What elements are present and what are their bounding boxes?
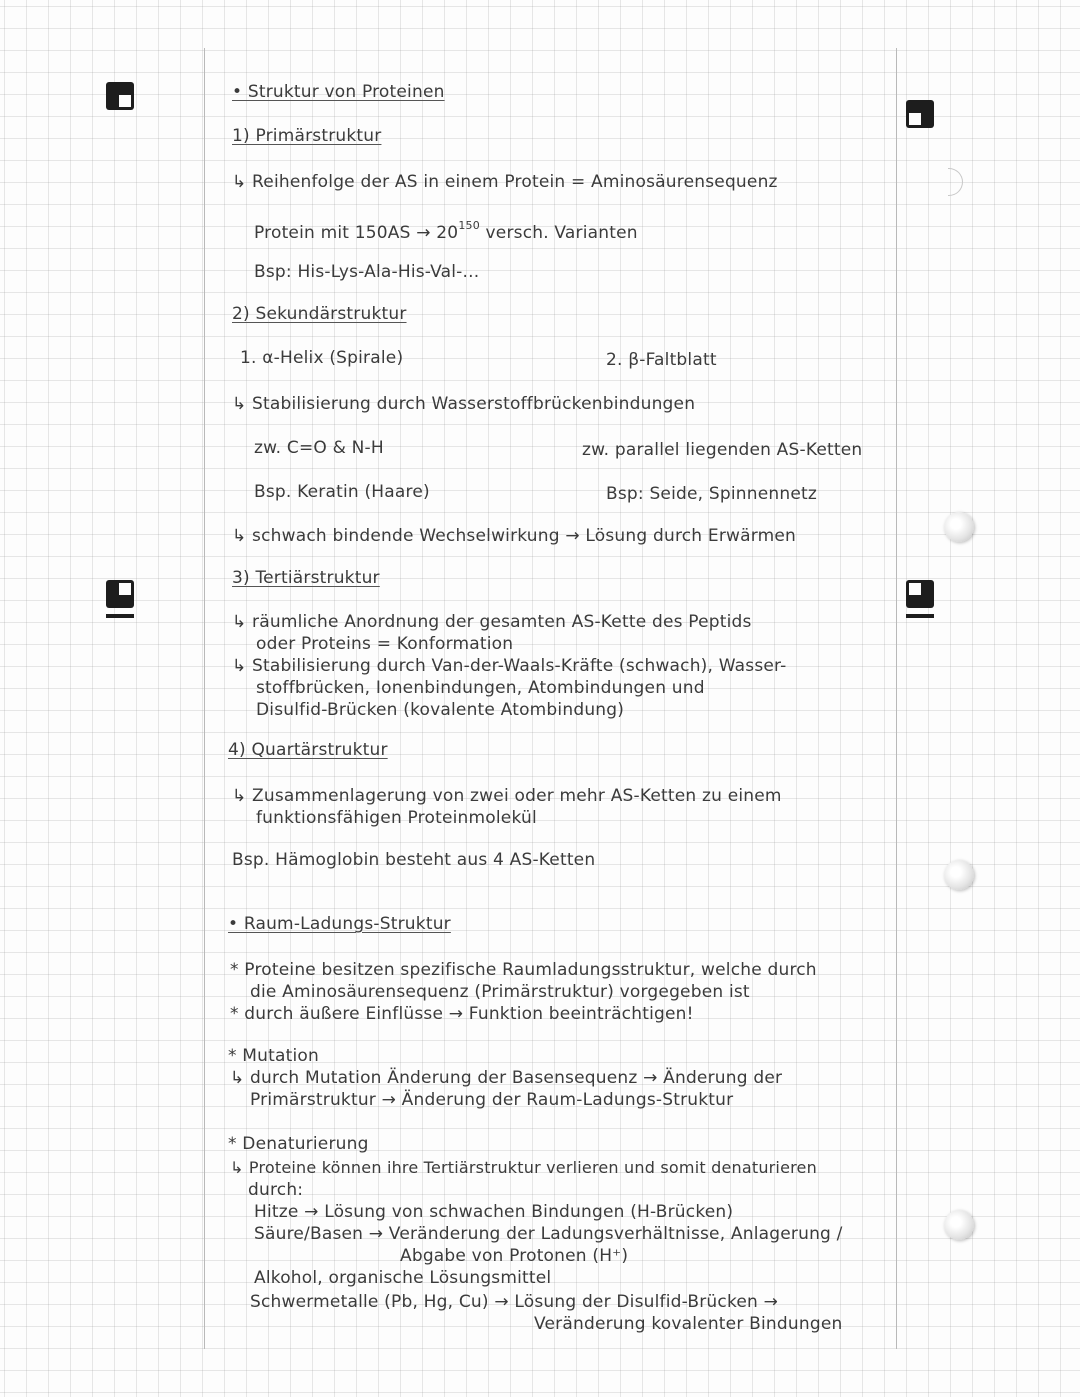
corner-marker-bottom-right-icon <box>906 580 934 608</box>
tertiaer-line-2: oder Proteins = Konformation <box>256 634 514 654</box>
tertiaer-line-3: ↳ Stabilisierung durch Van-der-Waals-Kräfte (schwach), Wasser- <box>232 656 787 676</box>
corner-marker-bottom-left-icon <box>106 580 134 608</box>
denat-line-6: Alkohol, organische Lösungsmittel <box>254 1268 552 1288</box>
sekundaer-bsp-right: Bsp: Seide, Spinnennetz <box>606 484 817 504</box>
heading-mutation: * Mutation <box>228 1046 319 1066</box>
sekundaer-bsp-left: Bsp. Keratin (Haare) <box>254 482 430 502</box>
primaer-line-2: Protein mit $150AS \to 20^{150}$ versch. Varianten <box>254 219 638 243</box>
sekundaer-schwach: ↳ schwach bindende Wechselwirkung → Lösung durch Erwärmen <box>232 526 797 546</box>
denat-line-3: Hitze → Lösung von schwachen Bindungen (H-Brücken) <box>254 1202 734 1222</box>
raum-line-1: * Proteine besitzen spezifische Raumladungsstruktur, welche durch <box>230 960 817 980</box>
denat-line-4: Säure/Basen → Veränderung der Ladungsverhältnisse, Anlagerung / <box>254 1224 843 1244</box>
corner-marker-top-right-icon <box>906 100 934 128</box>
heading-sekundaerstruktur: 2) Sekundärstruktur <box>232 304 407 324</box>
left-margin-line <box>204 48 205 1349</box>
corner-marker-bar-right-icon <box>906 614 934 618</box>
corner-marker-bar-left-icon <box>106 614 134 618</box>
sekundaer-zw-right: zw. parallel liegenden AS-Ketten <box>582 440 863 460</box>
sekundaer-stabilisierung: ↳ Stabilisierung durch Wasserstoffbrückenbindungen <box>232 394 696 414</box>
raum-line-2: die Aminosäurensequenz (Primärstruktur) vorgegeben ist <box>250 982 750 1002</box>
quartaer-line-1: ↳ Zusammenlagerung von zwei oder mehr AS-Ketten zu einem <box>232 786 782 806</box>
punch-hole-icon <box>944 512 974 542</box>
tertiaer-line-5: Disulfid-Brücken (kovalente Atombindung) <box>256 700 625 720</box>
sekundaer-faltblatt: 2. β-Faltblatt <box>606 350 717 370</box>
denat-line-7: Schwermetalle (Pb, Hg, Cu) → Lösung der Disulfid-Brücken → <box>250 1292 779 1312</box>
tertiaer-line-4: stoffbrücken, Ionenbindungen, Atombindungen und <box>256 678 705 698</box>
denat-line-1: ↳ Proteine können ihre Tertiärstruktur verlieren und somit denaturieren <box>230 1158 817 1177</box>
primaer-example: Bsp: His-Lys-Ala-His-Val-... <box>254 262 480 282</box>
heading-quartaerstruktur: 4) Quartärstruktur <box>228 740 388 760</box>
heading-raum-ladungs-struktur: • Raum-Ladungs-Struktur <box>228 914 451 934</box>
mutation-line-2: Primärstruktur → Änderung der Raum-Ladungs-Struktur <box>250 1090 734 1110</box>
punch-hole-icon <box>944 1210 974 1240</box>
sekundaer-helix: 1. α-Helix (Spirale) <box>240 348 404 368</box>
denat-line-8: Veränderung kovalenter Bindungen <box>534 1314 843 1334</box>
denat-line-5: Abgabe von Protonen (H⁺) <box>400 1246 629 1266</box>
raum-line-3: * durch äußere Einflüsse → Funktion beeinträchtigen! <box>230 1004 694 1024</box>
heading-tertiaerstruktur: 3) Tertiärstruktur <box>232 568 380 588</box>
punch-hole-icon <box>944 860 974 890</box>
right-margin-line <box>896 48 897 1349</box>
page-title: • Struktur von Proteinen <box>232 82 445 102</box>
quartaer-line-2: funktionsfähigen Proteinmolekül <box>256 808 537 828</box>
heading-primaerstruktur: 1) Primärstruktur <box>232 126 382 146</box>
primaer-line-1: ↳ Reihenfolge der AS in einem Protein = Aminosäurensequenz <box>232 172 778 192</box>
mutation-line-1: ↳ durch Mutation Änderung der Basensequenz → Änderung der <box>230 1068 783 1088</box>
sekundaer-zw-left: zw. C=O & N-H <box>254 438 384 458</box>
corner-marker-top-left-icon <box>106 82 134 110</box>
heading-denaturierung: * Denaturierung <box>228 1134 369 1154</box>
punch-hole-icon <box>948 168 963 196</box>
quartaer-example: Bsp. Hämoglobin besteht aus 4 AS-Ketten <box>232 850 596 870</box>
tertiaer-line-1: ↳ räumliche Anordnung der gesamten AS-Kette des Peptids <box>232 612 752 632</box>
denat-line-2: durch: <box>248 1180 304 1200</box>
